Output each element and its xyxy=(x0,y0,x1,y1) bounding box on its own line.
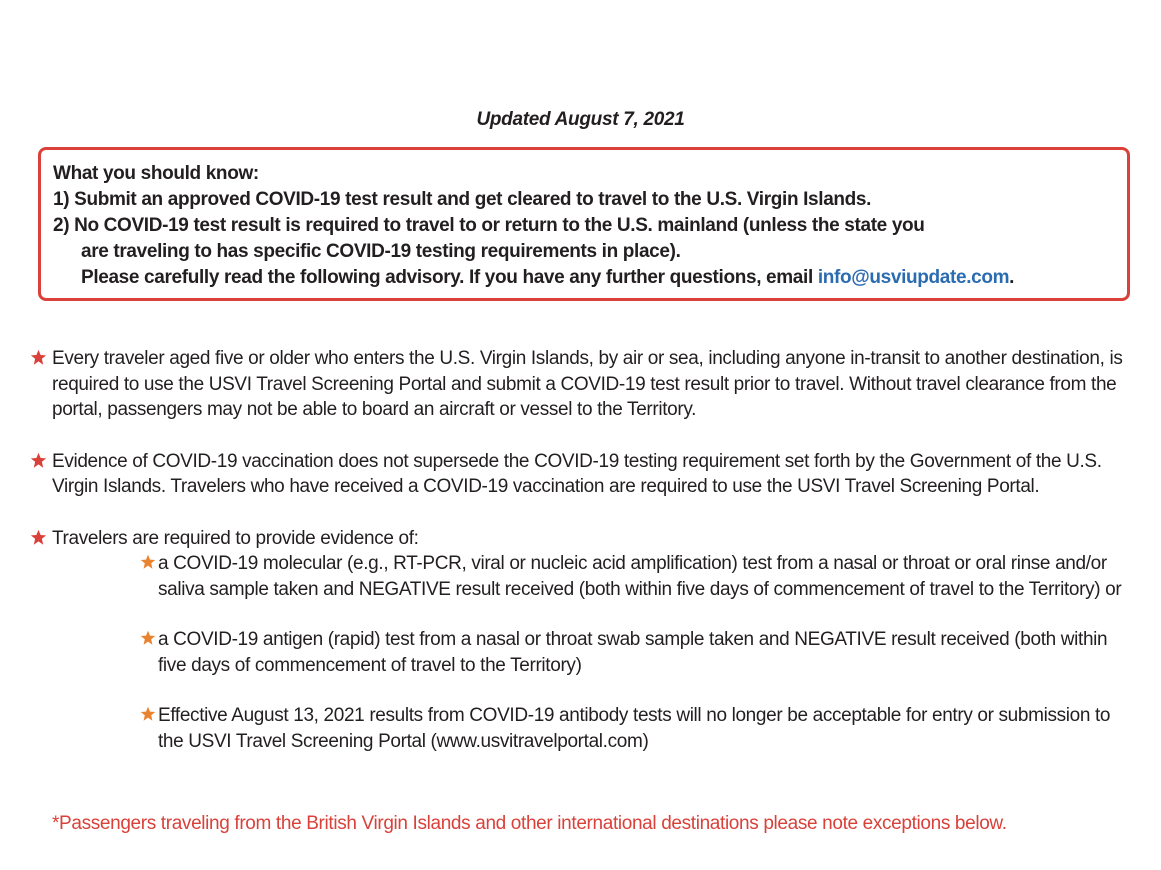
advisory-end: . xyxy=(1009,267,1015,288)
red-star-icon xyxy=(30,529,47,546)
sub-list-item-text: a COVID-19 antigen (rapid) test from a nasal or throat swab sample taken and NEGATIVE result received (both within five days of commencement of travel to the Territory) xyxy=(158,629,1108,676)
sub-list-item-text: Effective August 13, 2021 results from COVID-19 antibody tests will no longer be acceptable for entry or submission to the USVI Travel Screening Portal (www.usvitravelportal.com) xyxy=(158,705,1111,752)
red-star-icon xyxy=(30,452,47,469)
orange-star-icon xyxy=(140,706,156,722)
notice-box xyxy=(38,147,1130,301)
sub-list-item xyxy=(136,703,1140,754)
list-item xyxy=(30,449,1140,500)
orange-star-icon xyxy=(140,554,156,570)
advisory-text: Please carefully read the following advisory. If you have any further questions, email xyxy=(81,267,818,288)
notice-item-1: 1) Submit an approved COVID-19 test result and get cleared to travel to the U.S. Virgin Islands. xyxy=(53,189,872,210)
list-item-text: Travelers are required to provide evidence of: xyxy=(52,527,419,549)
notice-item-2-line-1: 2) No COVID-19 test result is required to travel to or return to the U.S. mainland (unless the state you xyxy=(53,215,925,236)
sub-list-item-text: a COVID-19 molecular (e.g., RT-PCR, viral or nucleic acid amplification) test from a nasal or throat or oral rinse and/or saliva sample taken and NEGATIVE result received (both within five days of commencement of travel to the Territory) or xyxy=(158,553,1122,600)
list-item xyxy=(30,526,1140,755)
exceptions-note: *Passengers traveling from the British Virgin Islands and other international destinations please note exceptions below. xyxy=(52,813,1007,834)
notice-advisory xyxy=(53,265,1127,291)
orange-star-icon xyxy=(140,630,156,646)
sub-list-item xyxy=(136,551,1140,602)
red-star-icon xyxy=(30,349,47,366)
email-link[interactable]: info@usviupdate.com xyxy=(817,267,1010,288)
evidence-sublist xyxy=(52,551,1140,754)
list-item-text: Evidence of COVID-19 vaccination does not supersede the COVID-19 testing requirement set forth by the Government of the U.S. Virgin Islands. Travelers who have received a COVID-19 vaccination are required to use the USVI Travel Screening Portal. xyxy=(52,450,1102,497)
notice-item-2-line-2: are traveling to has specific COVID-19 testing requirements in place). xyxy=(81,241,681,262)
updated-date: Updated August 7, 2021 xyxy=(476,109,685,130)
list-item xyxy=(30,346,1140,423)
sub-list-item xyxy=(136,627,1140,678)
list-item-text: Every traveler aged five or older who enters the U.S. Virgin Islands, by air or sea, including anyone in-transit to another destination, is required to use the USVI Travel Screening Portal and submit a COVID-19 test result prior to travel. Without travel clearance from the portal, passengers may not be able to board an aircraft or vessel to the Territory. xyxy=(52,348,1123,420)
notice-heading: What you should know: xyxy=(53,163,259,184)
requirements-list xyxy=(30,346,1140,754)
